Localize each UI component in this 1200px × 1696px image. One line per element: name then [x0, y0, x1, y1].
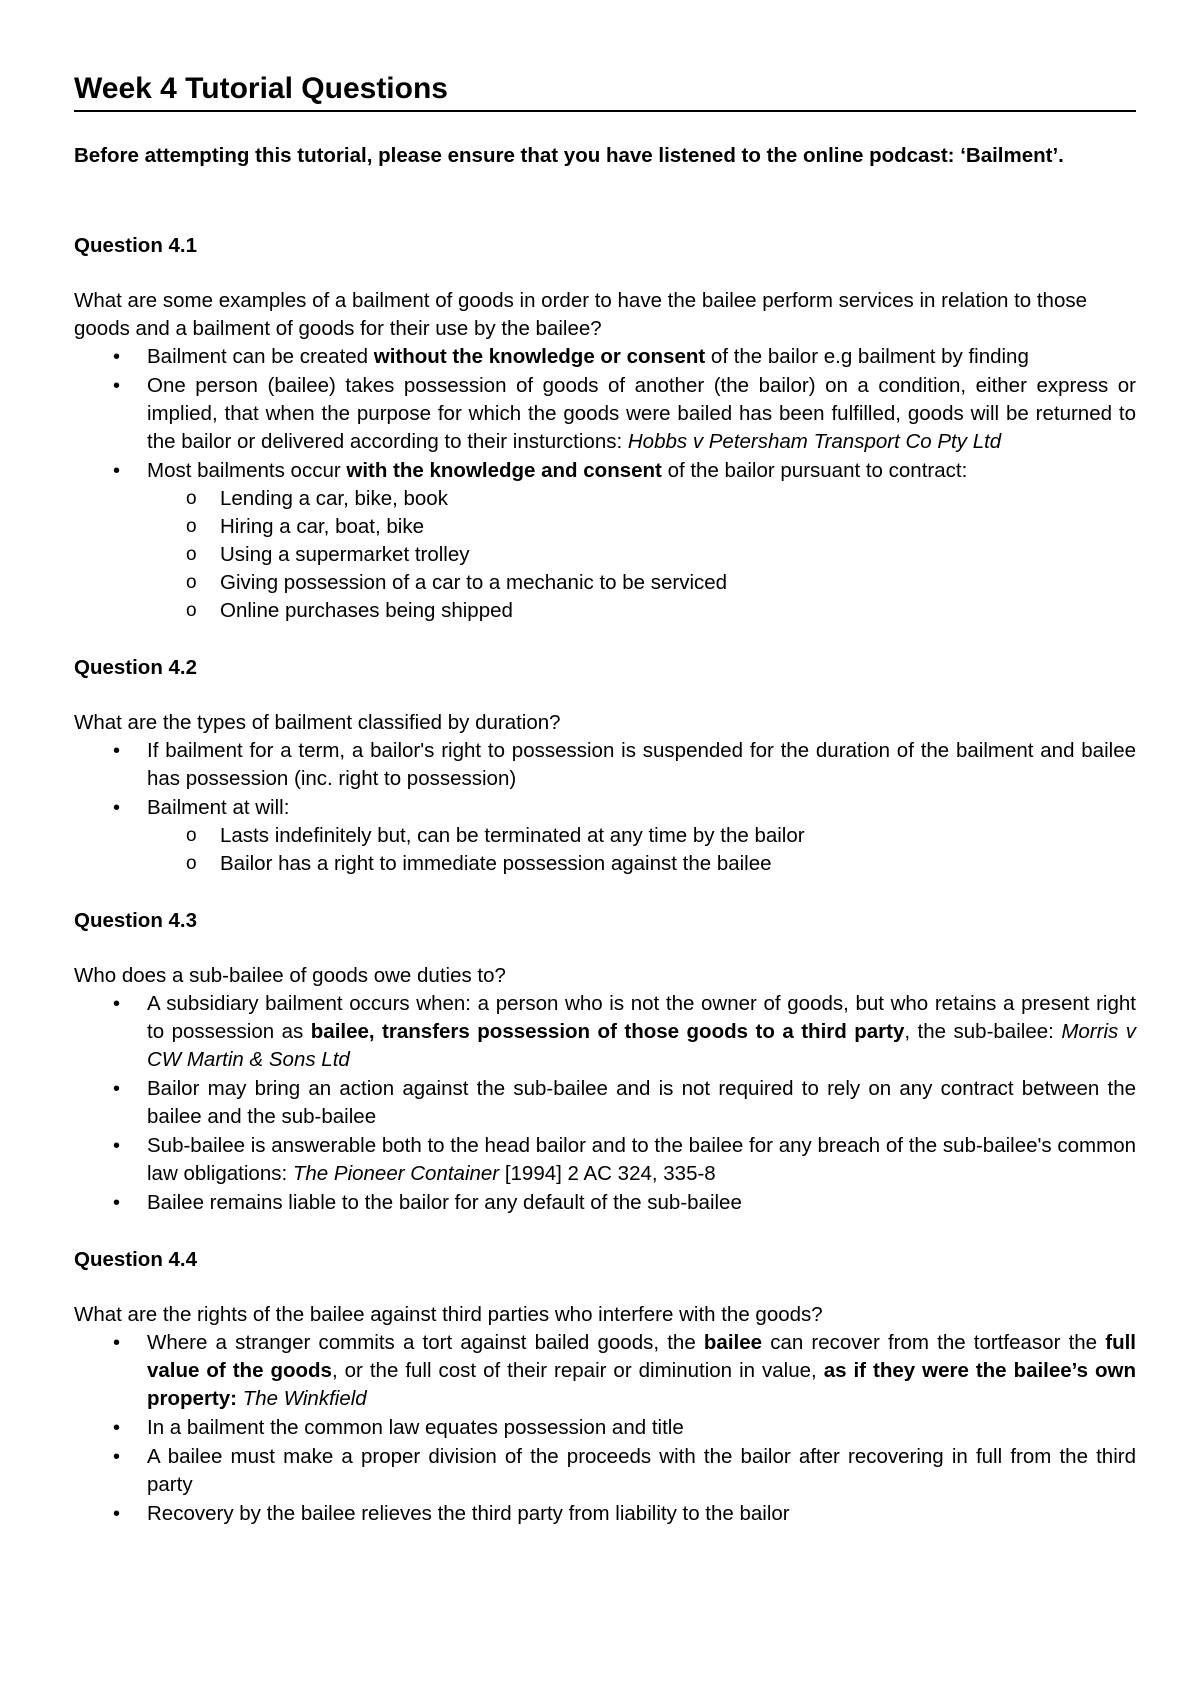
question-heading: Question 4.2 — [74, 656, 198, 679]
sub-list-item: o Lending a car, bike, book — [220, 485, 1136, 513]
question-heading: Question 4.1 — [74, 234, 198, 257]
list-item: • Bailment can be created without the knowledge or consent of the bailor e.g bailment by finding — [147, 343, 1136, 371]
sub-list-item: o Online purchases being shipped — [220, 597, 1136, 625]
page-title: Week 4 Tutorial Questions — [74, 70, 1136, 112]
answer-list — [74, 1329, 1136, 1528]
question-text: What are the types of bailment classified by duration? — [74, 711, 561, 734]
sub-list-item: o Bailor has a right to immediate possession against the bailee — [220, 850, 1136, 878]
list-item: • Where a stranger commits a tort against bailed goods, the bailee can recover from the tortfeasor the full value of the goods, or the full cost of their repair or diminution in value, as if they were the bailee’s own property: The Winkfield — [147, 1329, 1136, 1413]
answer-list — [74, 737, 1136, 878]
case-citation: Hobbs v Petersham Transport Co Pty Ltd — [627, 430, 1002, 453]
list-item: • Bailee remains liable to the bailor for any default of the sub-bailee — [147, 1189, 1136, 1217]
sub-list — [147, 822, 1136, 878]
list-item: • In a bailment the common law equates possession and title — [147, 1414, 1136, 1442]
answer-list — [74, 343, 1136, 625]
question-text: Who does a sub-bailee of goods owe duties to? — [74, 964, 506, 987]
question-4-1 — [74, 232, 1136, 625]
answer-list — [74, 990, 1136, 1217]
list-item: • Bailor may bring an action against the sub-bailee and is not required to rely on any contract between the bailee and the sub-bailee — [147, 1075, 1136, 1131]
sub-list — [147, 485, 1136, 625]
case-citation: The Winkfield — [242, 1387, 367, 1410]
question-4-3 — [74, 907, 1136, 1217]
list-item: • Bailment at will: o Lasts indefinitely but, can be terminated at any time by the bailor o Bailor has a right to immediate possession against the bailee — [147, 794, 1136, 878]
case-citation: The Pioneer Container — [292, 1162, 500, 1185]
question-heading: Question 4.4 — [74, 1248, 198, 1271]
list-item: • A subsidiary bailment occurs when: a person who is not the owner of goods, but who retains a present right to possession as bailee, transfers possession of those goods to a third party, the sub-bailee: Morris v CW Martin & Sons Ltd — [147, 990, 1136, 1074]
question-4-2 — [74, 654, 1136, 878]
intro-text: Before attempting this tutorial, please ensure that you have listened to the online podcast: ‘Bailment’. — [74, 144, 1064, 167]
list-item: • Most bailments occur with the knowledge and consent of the bailor pursuant to contract: o Lending a car, bike, book o Hiring a car, boat, bike o Using a supermarket trolley o Giving possession of a car to a mechanic to be serviced o Online purchases being shipped — [147, 457, 1136, 625]
list-item: • One person (bailee) takes possession of goods of another (the bailor) on a condition, either express or implied, that when the purpose for which the goods were bailed has been fulfilled, goods will be returned to the bailor or delivered according to their insturctions: Hobbs v Petersham Transport Co Pty Ltd — [147, 372, 1136, 456]
sub-list-item: o Lasts indefinitely but, can be terminated at any time by the bailor — [220, 822, 1136, 850]
question-heading: Question 4.3 — [74, 909, 198, 932]
list-item: • Recovery by the bailee relieves the third party from liability to the bailor — [147, 1500, 1136, 1528]
sub-list-item: o Hiring a car, boat, bike — [220, 513, 1136, 541]
sub-list-item: o Giving possession of a car to a mechanic to be serviced — [220, 569, 1136, 597]
question-text: What are some examples of a bailment of goods in order to have the bailee perform services in relation to those goods and a bailment of goods for their use by the bailee? — [74, 289, 1088, 340]
list-item: • If bailment for a term, a bailor's right to possession is suspended for the duration of the bailment and bailee has possession (inc. right to possession) — [147, 737, 1136, 793]
sub-list-item: o Using a supermarket trolley — [220, 541, 1136, 569]
document-page — [74, 70, 1136, 1529]
question-4-4 — [74, 1246, 1136, 1528]
question-text: What are the rights of the bailee against third parties who interfere with the goods? — [74, 1303, 823, 1326]
list-item: • A bailee must make a proper division of the proceeds with the bailor after recovering in full from the third party — [147, 1443, 1136, 1499]
list-item: • Sub-bailee is answerable both to the head bailor and to the bailee for any breach of the sub-bailee's common law obligations: The Pioneer Container [1994] 2 AC 324, 335-8 — [147, 1132, 1136, 1188]
case-citation: Morris v CW Martin & Sons Ltd — [147, 1020, 1136, 1071]
